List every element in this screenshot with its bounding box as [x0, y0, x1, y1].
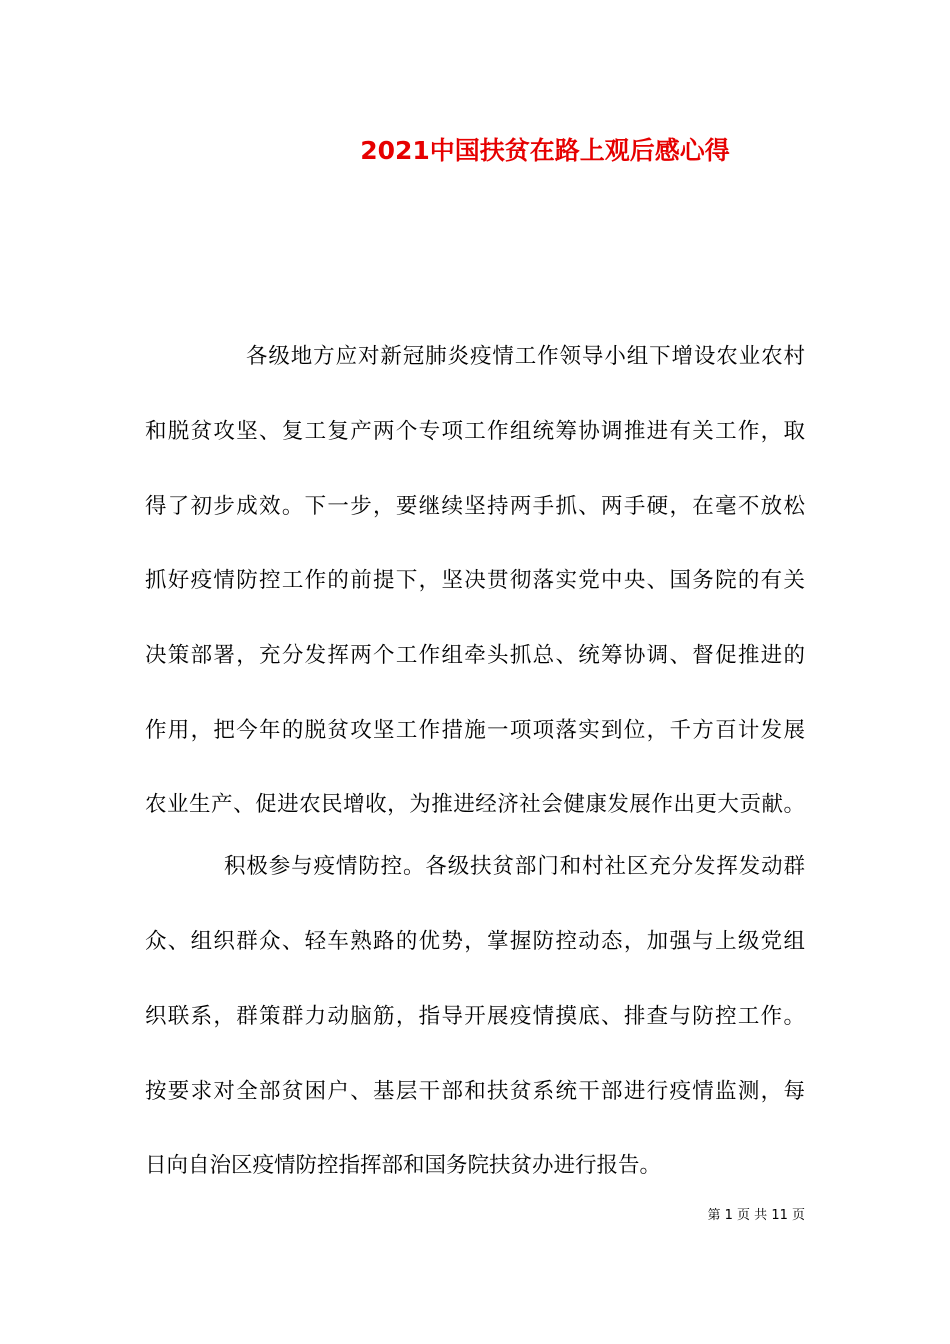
text-line: 众、组织群众、轻车熟路的优势，掌握防控动态，加强与上级党组	[145, 929, 805, 954]
text-line: 得了初步成效。下一步，要继续坚持两手抓、两手硬，在毫不放松	[145, 494, 805, 519]
text-line: 作用，把今年的脱贫攻坚工作措施一项项落实到位，千方百计发展	[145, 718, 805, 743]
text-line: 和脱贫攻坚、复工复产两个专项工作组统筹协调推进有关工作，取	[145, 419, 805, 444]
text-line: 织联系，群策群力动脑筋，指导开展疫情摸底、排查与防控工作。	[145, 1004, 805, 1029]
text-line: 积极参与疫情防控。各级扶贫部门和村社区充分发挥发动群	[224, 854, 805, 879]
text-line: 抓好疫情防控工作的前提下，坚决贯彻落实党中央、国务院的有关	[145, 568, 805, 593]
text-line: 各级地方应对新冠肺炎疫情工作领导小组下增设农业农村	[246, 344, 805, 369]
page-number: 第 1 页 共 11 页	[707, 1208, 805, 1223]
text-line: 按要求对全部贫困户、基层干部和扶贫系统干部进行疫情监测，每	[145, 1079, 805, 1104]
text-line: 农业生产、促进农民增收，为推进经济社会健康发展作出更大贡献。	[145, 792, 805, 817]
text-line: 日向自治区疫情防控指挥部和国务院扶贫办进行报告。	[145, 1153, 662, 1178]
text-line: 决策部署，充分发挥两个工作组牵头抓总、统筹协调、督促推进的	[145, 643, 805, 668]
document-title: 2021中国扶贫在路上观后感心得	[360, 136, 730, 165]
